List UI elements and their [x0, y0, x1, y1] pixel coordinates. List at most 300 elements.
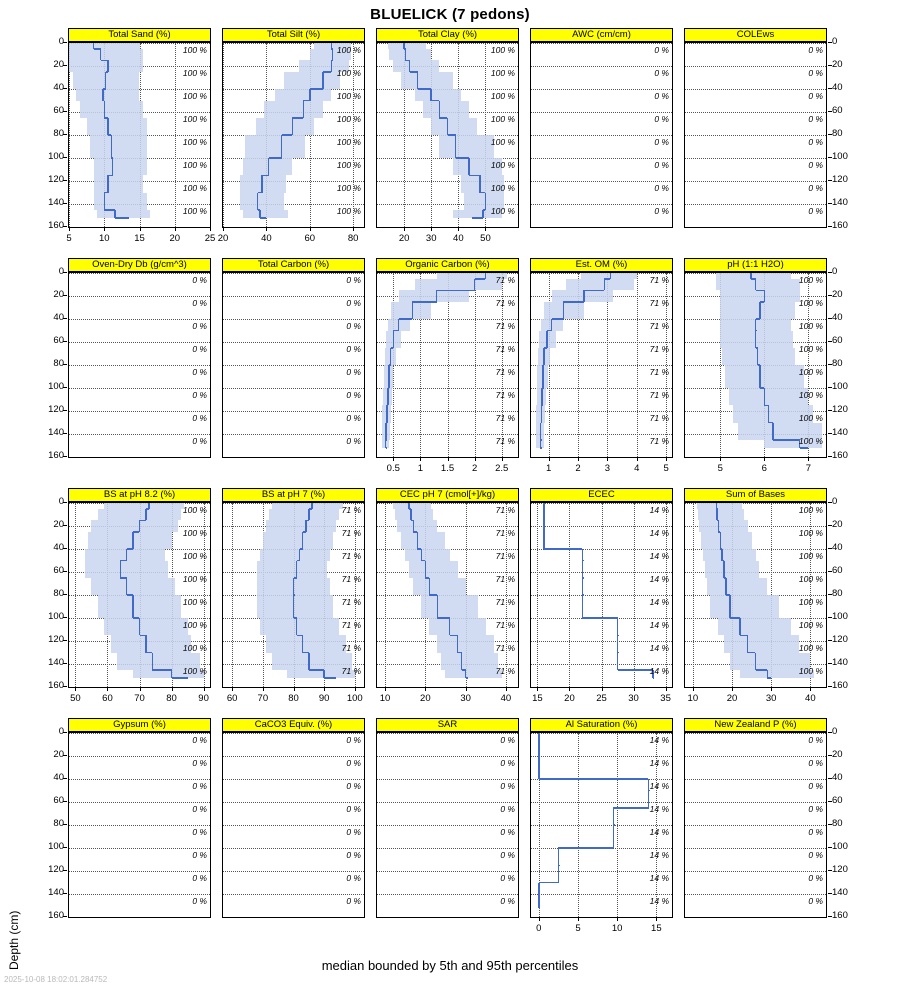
y-tick-mark [63, 525, 67, 526]
gridline-h [685, 733, 826, 734]
median-line-segment [309, 669, 324, 671]
percentile-band [437, 635, 493, 652]
y-tick-mark [828, 88, 832, 89]
percent-label: 14 % [649, 505, 669, 515]
median-line-segment [282, 134, 293, 136]
y-tick-label: 80 [53, 818, 64, 829]
panel-title-strip: Al Saturation (%) [530, 718, 673, 732]
y-tick-mark [63, 157, 67, 158]
percentile-band [401, 532, 445, 549]
median-line-segment [558, 848, 560, 865]
x-tick-mark [808, 457, 809, 461]
x-tick-mark [666, 457, 667, 461]
x-tick-label: 80 [347, 233, 359, 244]
percentile-band [240, 193, 283, 210]
x-tick-label: 15 [532, 693, 543, 704]
gridline-h [69, 457, 210, 458]
y-tick-mark [828, 916, 832, 917]
y-tick-label: 140 [48, 887, 64, 898]
y-tick-label: 60 [53, 105, 64, 116]
median-line-segment [399, 318, 413, 320]
y-tick-mark [828, 824, 832, 825]
x-tick-label: 90 [318, 693, 330, 704]
y-tick-label: 0 [832, 36, 838, 47]
x-tick-label: 30 [425, 233, 437, 244]
median-line-segment [582, 595, 584, 618]
gridline-v [232, 503, 233, 687]
y-tick-mark [828, 893, 832, 894]
x-tick-label: 100 [346, 693, 363, 704]
x-tick-mark [506, 687, 507, 691]
gridline-h [223, 756, 364, 757]
median-line-segment [541, 405, 543, 422]
percent-label: 0 % [808, 804, 823, 814]
percent-label: 0 % [346, 390, 361, 400]
y-tick-label: 120 [832, 174, 848, 185]
percent-label: 0 % [808, 114, 823, 124]
x-tick-mark [539, 917, 540, 921]
gridline-v [385, 503, 386, 687]
y-tick-label: 60 [53, 565, 64, 576]
y-tick-label: 80 [53, 358, 64, 369]
percent-label: 100 % [798, 321, 823, 331]
y-tick-label: 0 [58, 36, 64, 47]
percent-label: 71 % [495, 413, 515, 423]
gridline-h [223, 779, 364, 780]
y-tick-label: 40 [832, 542, 843, 553]
y-tick-mark [828, 180, 832, 181]
y-tick-mark [63, 387, 67, 388]
y-tick-mark [63, 732, 67, 733]
percent-label: 71 % [495, 643, 515, 653]
percent-label: 0 % [346, 321, 361, 331]
median-line-segment [475, 278, 486, 280]
panel-title-strip: BS at pH 7 (%) [222, 488, 365, 502]
median-line-segment [552, 318, 564, 320]
percent-label: 100 % [490, 137, 515, 147]
percent-label: 14 % [649, 666, 669, 676]
gridline-h [69, 434, 210, 435]
y-tick-label: 100 [48, 611, 64, 622]
percent-label: 100 % [182, 137, 207, 147]
percent-label: 100 % [182, 91, 207, 101]
gridline-h [531, 434, 672, 435]
y-tick-mark [63, 42, 67, 43]
y-tick-mark [828, 111, 832, 112]
median-line-segment [393, 330, 398, 332]
gridline-h [377, 227, 518, 228]
percent-label: 0 % [808, 206, 823, 216]
percent-label: 100 % [182, 206, 207, 216]
median-line-segment [613, 808, 615, 825]
percent-label: 14 % [649, 804, 669, 814]
y-tick-mark [828, 433, 832, 434]
x-tick-mark [666, 687, 667, 691]
percent-label: 71 % [649, 413, 669, 423]
percent-label: 100 % [490, 160, 515, 170]
median-line-segment [439, 101, 441, 118]
median-line-segment [303, 101, 305, 118]
x-tick-mark [210, 227, 211, 231]
y-tick-mark [828, 617, 832, 618]
percent-label: 71 % [341, 597, 361, 607]
median-line-segment [723, 561, 725, 578]
gridline-h [69, 733, 210, 734]
y-tick-mark [828, 686, 832, 687]
x-tick-label: 3 [604, 463, 611, 474]
plot-box [68, 732, 211, 918]
y-tick-label: 100 [48, 381, 64, 392]
median-line-segment [302, 532, 304, 549]
median-line-segment [386, 405, 388, 422]
panel-bs-at-ph-7 [222, 488, 365, 688]
panel-new-zealand-p [684, 718, 827, 918]
plot-box [68, 502, 211, 688]
percent-label: 0 % [808, 183, 823, 193]
y-tick-mark [63, 663, 67, 664]
percent-label: 0 % [654, 206, 669, 216]
panel-title-strip: pH (1:1 H2O) [684, 258, 827, 272]
percent-label: 0 % [808, 873, 823, 883]
y-tick-label: 40 [832, 82, 843, 93]
percent-label: 71 % [649, 367, 669, 377]
panel-sum-of-bases [684, 488, 827, 688]
y-tick-label: 160 [832, 220, 848, 231]
y-tick-mark [828, 847, 832, 848]
percent-label: 0 % [808, 735, 823, 745]
gridline-h [685, 756, 826, 757]
median-line-segment [543, 532, 545, 549]
median-line-segment [132, 595, 134, 618]
percentile-band [445, 670, 501, 678]
x-tick-mark [385, 687, 386, 691]
y-tick-label: 80 [832, 588, 843, 599]
median-line-segment [324, 677, 336, 679]
plot-box [222, 732, 365, 918]
gridline-h [531, 733, 672, 734]
gridline-h [531, 204, 672, 205]
panel-gypsum [68, 718, 211, 918]
x-tick-label: 20 [217, 233, 229, 244]
x-tick-mark [172, 687, 173, 691]
x-tick-label: 5 [717, 463, 723, 474]
percent-label: 0 % [808, 896, 823, 906]
y-tick-label: 0 [58, 266, 64, 277]
percent-label: 71 % [495, 390, 515, 400]
x-tick-mark [104, 227, 105, 231]
gridline-h [69, 342, 210, 343]
median-line-segment [112, 158, 114, 175]
gridline-h [223, 917, 364, 918]
y-tick-mark [63, 755, 67, 756]
gridline-v [578, 733, 579, 917]
panel-bs-at-ph-8-2 [68, 488, 211, 688]
median-line-segment [539, 778, 649, 780]
panel-title-strip: AWC (cm/cm) [530, 28, 673, 42]
percent-label: 0 % [192, 896, 207, 906]
median-line-segment [293, 578, 295, 595]
percent-label: 71 % [341, 574, 361, 584]
y-tick-label: 100 [832, 611, 848, 622]
panel-title-strip: Sum of Bases [684, 488, 827, 502]
gridline-v [634, 503, 635, 687]
y-tick-mark [828, 456, 832, 457]
percentile-band [257, 561, 328, 578]
gridline-h [531, 871, 672, 872]
x-tick-mark [232, 687, 233, 691]
x-tick-label: 0 [536, 923, 542, 934]
y-tick-label: 100 [832, 151, 848, 162]
x-tick-mark [537, 687, 538, 691]
percent-label: 71 % [495, 275, 515, 285]
percent-label: 0 % [346, 850, 361, 860]
x-tick-label: 4 [634, 463, 640, 474]
median-line-segment [539, 907, 541, 909]
percent-label: 0 % [346, 804, 361, 814]
percentile-band [701, 532, 752, 549]
x-tick-label: 30 [765, 693, 777, 704]
y-tick-label: 100 [48, 841, 64, 852]
x-tick-label: 6 [761, 463, 767, 474]
percent-label: 100 % [798, 390, 823, 400]
plot-box [376, 42, 519, 228]
percent-label: 71 % [495, 344, 515, 354]
median-line-segment [542, 365, 544, 388]
percent-label: 0 % [500, 735, 515, 745]
panel-cec-ph-7-cmol-kg [376, 488, 519, 688]
percentile-band [85, 561, 168, 578]
x-tick-label: 60 [102, 693, 113, 704]
y-tick-label: 80 [53, 128, 64, 139]
y-tick-mark [63, 847, 67, 848]
gridline-h [531, 411, 672, 412]
median-line-segment [720, 532, 722, 549]
x-tick-mark [140, 227, 141, 231]
median-line-segment [759, 302, 761, 319]
y-tick-label: 40 [53, 312, 64, 323]
panel-title-strip: Total Sand (%) [68, 28, 211, 42]
median-line-segment [538, 762, 540, 779]
percent-label: 0 % [192, 735, 207, 745]
x-tick-mark [720, 457, 721, 461]
median-line-segment [412, 301, 436, 303]
y-tick-mark [828, 272, 832, 273]
median-line-segment [541, 388, 543, 405]
median-line-segment [540, 447, 542, 449]
panel-al-saturation [530, 718, 673, 918]
y-tick-label: 20 [832, 749, 843, 760]
panel-title-strip: CaCO3 Equiv. (%) [222, 718, 365, 732]
x-tick-label: 25 [596, 693, 607, 704]
gridline-h [685, 204, 826, 205]
y-tick-label: 0 [832, 266, 838, 277]
panel-ph-1-1-h2o [684, 258, 827, 458]
percentile-band [80, 101, 143, 118]
median-line-segment [729, 595, 731, 618]
panel-awc-cm-cm [530, 28, 673, 228]
median-line-segment [145, 635, 147, 652]
x-tick-mark [466, 687, 467, 691]
gridline-h [377, 756, 518, 757]
median-line-segment [437, 595, 439, 618]
x-tick-mark [637, 457, 638, 461]
gridline-h [69, 273, 210, 274]
percent-label: 0 % [654, 137, 669, 147]
percentile-band [397, 520, 437, 532]
x-tick-label: 30 [628, 693, 639, 704]
x-tick-mark [771, 687, 772, 691]
median-line-segment [308, 653, 310, 670]
y-tick-mark [828, 295, 832, 296]
gridline-v [549, 273, 550, 457]
percent-label: 0 % [808, 68, 823, 78]
gridline-h [531, 66, 672, 67]
x-tick-mark [569, 687, 570, 691]
x-tick-label: 80 [288, 693, 299, 704]
percent-label: 0 % [346, 413, 361, 423]
gridline-h [377, 687, 518, 688]
median-line-segment [152, 669, 171, 671]
median-line-segment [107, 175, 109, 192]
x-tick-mark [578, 917, 579, 921]
percent-label: 0 % [808, 758, 823, 768]
y-tick-label: 160 [48, 450, 64, 461]
x-tick-mark [107, 687, 108, 691]
median-line-segment [105, 72, 107, 89]
x-tick-mark [485, 227, 486, 231]
y-tick-label: 120 [832, 864, 848, 875]
x-tick-mark [634, 687, 635, 691]
x-tick-label: 1 [545, 463, 552, 474]
gridline-h [69, 756, 210, 757]
median-line-segment [437, 290, 475, 292]
y-tick-label: 160 [48, 680, 64, 691]
percent-label: 71 % [495, 666, 515, 676]
percent-label: 0 % [192, 873, 207, 883]
gridline-h [69, 411, 210, 412]
median-line-segment [479, 175, 481, 192]
plot-box [684, 732, 827, 918]
median-line-segment [538, 883, 540, 900]
percent-label: 100 % [798, 275, 823, 285]
gridline-h [69, 779, 210, 780]
x-tick-mark [549, 457, 550, 461]
gridline-h [223, 871, 364, 872]
median-line-segment [449, 618, 451, 635]
panel-title-strip: SAR [376, 718, 519, 732]
median-line-segment [262, 175, 269, 177]
gridline-h [69, 825, 210, 826]
median-line-segment [757, 348, 759, 365]
percent-label: 100 % [336, 68, 361, 78]
median-line-segment [582, 578, 584, 595]
median-line-segment [768, 405, 770, 422]
percent-label: 100 % [336, 160, 361, 170]
x-tick-mark [607, 457, 608, 461]
panel-title-strip: CEC pH 7 (cmol[+]/kg) [376, 488, 519, 502]
percent-label: 71 % [495, 551, 515, 561]
x-tick-label: 40 [805, 693, 816, 704]
percent-label: 100 % [336, 206, 361, 216]
gridline-h [685, 227, 826, 228]
y-tick-mark [63, 272, 67, 273]
y-tick-mark [63, 571, 67, 572]
gridline-v [602, 503, 603, 687]
x-tick-label: 20 [398, 233, 410, 244]
percentile-band [264, 101, 323, 118]
median-line-segment [773, 439, 799, 441]
panel-total-clay [376, 28, 519, 228]
median-line-segment [466, 677, 468, 679]
y-tick-mark [63, 594, 67, 595]
percent-label: 0 % [500, 850, 515, 860]
y-tick-label: 140 [832, 657, 848, 668]
y-tick-mark [63, 134, 67, 135]
y-tick-label: 40 [832, 772, 843, 783]
median-line-segment [468, 158, 470, 175]
x-tick-label: 1 [417, 463, 424, 474]
y-tick-mark [63, 318, 67, 319]
median-line-segment [322, 72, 324, 89]
median-line-segment [133, 531, 139, 533]
percent-label: 100 % [336, 137, 361, 147]
percentile-band [389, 49, 431, 61]
percent-label: 71 % [649, 275, 669, 285]
gridline-h [377, 871, 518, 872]
y-tick-mark [828, 870, 832, 871]
median-line-segment [772, 423, 774, 440]
percent-label: 100 % [798, 298, 823, 308]
percentile-band [421, 595, 477, 618]
median-line-segment [303, 100, 310, 102]
x-tick-mark [458, 227, 459, 231]
percent-label: 14 % [649, 528, 669, 538]
gridline-h [685, 89, 826, 90]
y-tick-mark [63, 824, 67, 825]
panel-ecec [530, 488, 673, 688]
median-line-segment [618, 669, 653, 671]
percentile-band [439, 135, 493, 158]
x-tick-label: 25 [204, 233, 216, 244]
x-tick-label: 60 [226, 693, 238, 704]
gridline-h [223, 733, 364, 734]
percent-label: 0 % [192, 781, 207, 791]
y-tick-mark [63, 801, 67, 802]
percent-label: 100 % [798, 551, 823, 561]
gridline-h [531, 227, 672, 228]
y-tick-label: 80 [832, 128, 843, 139]
y-tick-label: 60 [832, 565, 843, 576]
x-tick-label: 70 [134, 693, 145, 704]
percent-label: 0 % [192, 827, 207, 837]
gridline-h [223, 273, 364, 274]
plot-box [530, 732, 673, 918]
x-tick-label: 15 [134, 233, 145, 244]
y-tick-mark [828, 755, 832, 756]
y-tick-label: 40 [53, 772, 64, 783]
median-line-segment [613, 807, 648, 809]
gridline-h [377, 733, 518, 734]
y-tick-label: 20 [832, 59, 843, 70]
percent-label: 14 % [649, 781, 669, 791]
median-line-segment [563, 301, 584, 303]
x-tick-mark [764, 457, 765, 461]
percent-label: 0 % [192, 321, 207, 331]
x-tick-label: 2.5 [495, 463, 509, 474]
x-tick-mark [263, 687, 264, 691]
gridline-h [69, 319, 210, 320]
x-tick-label: 10 [98, 233, 110, 244]
